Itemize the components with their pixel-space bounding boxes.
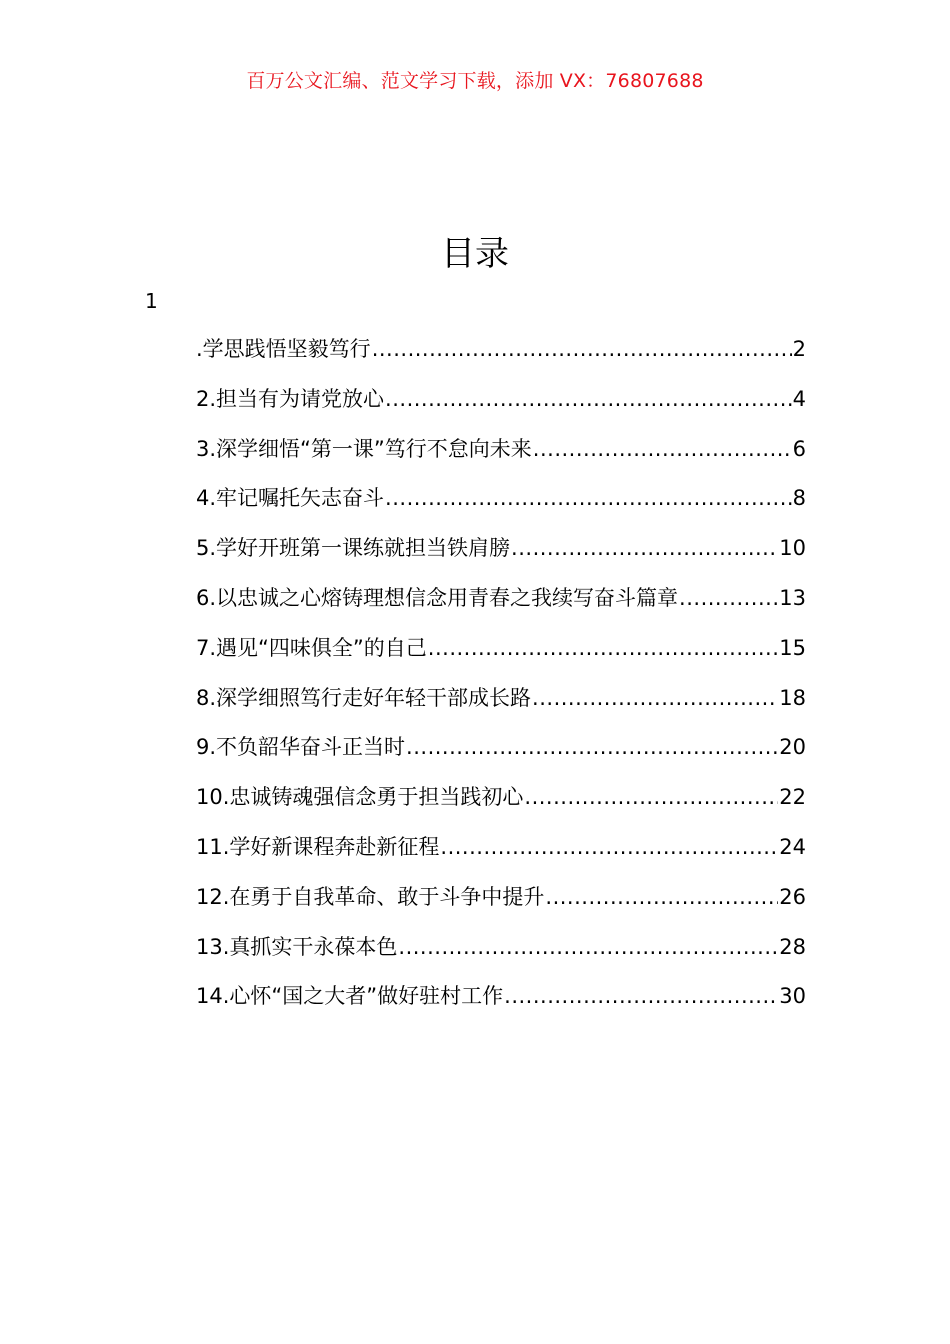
toc-entry[interactable]: [196, 682, 806, 732]
toc-entry-page: 18: [779, 685, 806, 710]
toc-entry-title: .学思践悟坚毅笃行: [196, 337, 371, 361]
dot-leader: [511, 536, 778, 560]
toc-entry[interactable]: [196, 931, 806, 981]
toc-entry-page: 6: [792, 436, 806, 461]
dot-leader: [524, 785, 778, 809]
toc-entry-page: 10: [779, 536, 806, 561]
toc-entry[interactable]: [196, 980, 806, 1030]
dot-leader: [504, 984, 778, 1008]
toc-entry-page: 2: [792, 337, 806, 361]
toc-entry-page: 8: [792, 486, 806, 511]
toc-entry[interactable]: [196, 482, 806, 532]
toc-entry-title: 8.深学细照笃行走好年轻干部成长路: [196, 685, 532, 710]
dot-leader: [398, 935, 778, 959]
toc-entry-page: 28: [779, 934, 806, 959]
toc-entry-title: 4.牢记嘱托矢志奋斗: [196, 486, 385, 511]
toc-entry-title: 9.不负韶华奋斗正当时: [196, 735, 406, 760]
toc-entry[interactable]: [196, 731, 806, 781]
toc-entry[interactable]: [196, 532, 806, 582]
dot-leader: [533, 437, 792, 461]
dot-leader: [428, 636, 778, 660]
page-title: 目录: [441, 234, 509, 274]
toc-entry-title: 10.忠诚铸魂强信念勇于担当践初心: [196, 785, 524, 810]
toc-entry[interactable]: [196, 433, 806, 483]
toc-entry-title: 7.遇见“四味俱全”的自己: [196, 635, 427, 660]
dot-leader: [372, 337, 792, 361]
table-of-contents: [196, 333, 806, 1030]
toc-entry-page: 26: [779, 884, 806, 909]
dot-leader: [406, 735, 778, 759]
header-watermark-note: 百万公文汇编、范文学习下载，添加 VX：76807688: [246, 70, 704, 92]
toc-entry-page: 30: [779, 984, 806, 1009]
dot-leader: [385, 387, 792, 411]
toc-entry[interactable]: [196, 881, 806, 931]
toc-entry[interactable]: [196, 333, 806, 383]
toc-entry[interactable]: [196, 383, 806, 433]
toc-entry[interactable]: [196, 781, 806, 831]
toc-entry-page: 13: [779, 585, 806, 610]
toc-entry-title: 14.心怀“国之大者”做好驻村工作: [196, 984, 504, 1009]
toc-entry-page: 20: [779, 735, 806, 760]
toc-entry-title: 5.学好开班第一课练就担当铁肩膀: [196, 536, 511, 561]
toc-entry-title: 13.真抓实干永葆本色: [196, 934, 398, 959]
toc-entry-title: 6.以忠诚之心熔铸理想信念用青春之我续写奋斗篇章: [196, 585, 679, 610]
dot-leader: [545, 885, 778, 909]
toc-entry-page: 4: [792, 386, 806, 411]
toc-entry-title: 3.深学细悟“第一课”笃行不怠向未来: [196, 436, 532, 461]
toc-entry[interactable]: [196, 831, 806, 881]
dot-leader: [532, 686, 778, 710]
toc-entry-title: 11.学好新课程奔赴新征程: [196, 834, 440, 859]
toc-entry-page: 24: [779, 834, 806, 859]
dot-leader: [440, 835, 778, 859]
dot-leader: [385, 486, 792, 510]
toc-entry[interactable]: [196, 582, 806, 632]
dot-leader: [679, 586, 778, 610]
toc-entry[interactable]: [196, 632, 806, 682]
toc-entry-title: 2.担当有为请党放心: [196, 386, 385, 411]
toc-entry-title: 12.在勇于自我革命、敢于斗争中提升: [196, 884, 545, 909]
stray-number: 1: [145, 289, 158, 313]
toc-entry-page: 22: [779, 785, 806, 810]
toc-entry-page: 15: [779, 635, 806, 660]
